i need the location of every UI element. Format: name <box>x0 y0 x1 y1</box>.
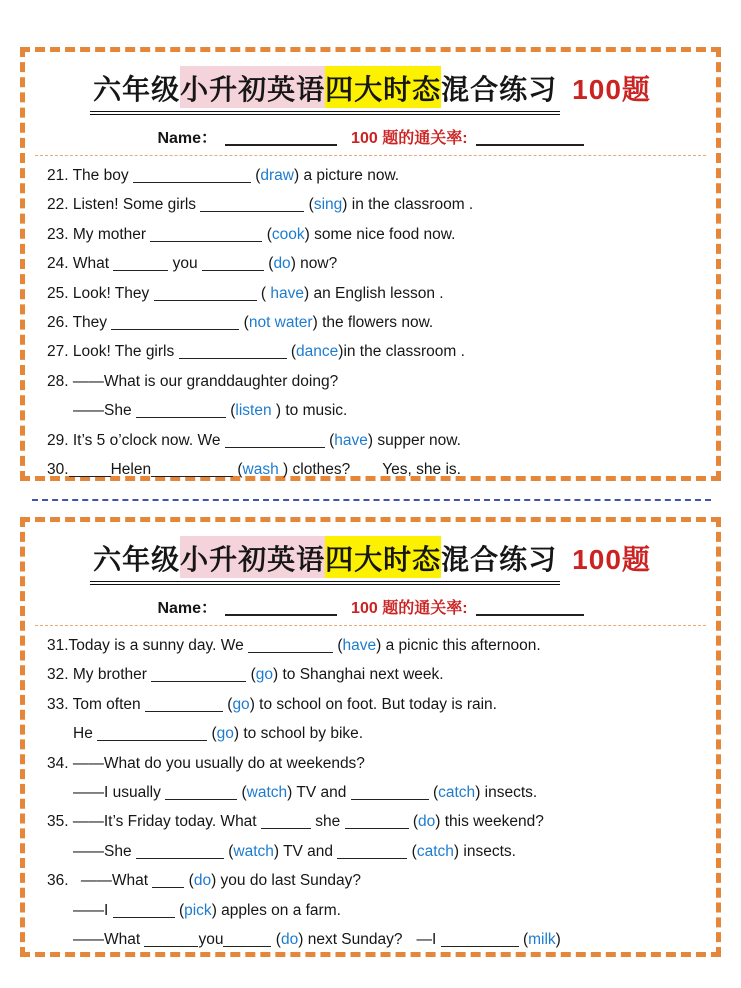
hint-open-paren: ( <box>266 225 272 243</box>
hint-verb-text: dance <box>296 343 339 361</box>
verb-hint <box>412 843 459 860</box>
name-blank <box>225 602 337 616</box>
section-title <box>25 66 716 115</box>
hint-close-paren: ) <box>293 167 300 184</box>
worksheet-section-2 <box>20 517 721 957</box>
hint-open-paren: ( <box>211 725 217 743</box>
question-line <box>47 249 704 278</box>
hint-verb-text: do <box>273 255 291 273</box>
question-text: some nice food now. <box>309 225 456 243</box>
answer-blank <box>261 816 311 829</box>
question-text: TV and <box>279 842 338 860</box>
hint-close-paren: ) <box>303 284 310 302</box>
hint-close-paren: ) <box>211 872 217 890</box>
answer-blank <box>151 669 246 682</box>
answer-blank <box>150 229 262 242</box>
answer-blank <box>133 170 251 183</box>
hint-close-paren: ) <box>338 343 344 361</box>
hint-verb-text: go <box>255 666 273 684</box>
question-line <box>47 690 704 719</box>
question-text: TV and <box>292 783 351 801</box>
hint-close-paren: ) <box>312 313 318 331</box>
hint-close-paren: ) <box>342 196 348 214</box>
question-text: ——What <box>80 872 153 890</box>
question-text: He <box>73 725 98 743</box>
pass-rate-blank <box>476 132 584 146</box>
hint-verb-text: listen <box>235 402 272 420</box>
hint-open-paren: ( <box>255 167 261 184</box>
verb-hint <box>230 402 281 419</box>
hint-verb-text: wash <box>242 460 279 478</box>
question-text: ——I <box>73 901 113 919</box>
question-count-badge: 100题 <box>572 74 651 105</box>
title-segment: 六年级 <box>93 74 181 105</box>
hint-open-paren: ( <box>237 460 243 478</box>
hint-verb-text: have <box>334 431 368 449</box>
hint-verb-text: do <box>418 813 436 831</box>
hint-close-paren: ) <box>271 402 282 420</box>
hint-verb-text: have <box>270 284 304 302</box>
question-line <box>47 837 704 866</box>
title-segment: 六年级 <box>93 544 181 575</box>
worksheet-section-1 <box>20 47 721 481</box>
name-row <box>25 125 716 148</box>
question-text: 25. Look! They <box>47 284 154 302</box>
hint-close-paren: ) <box>435 813 441 831</box>
hint-open-paren: ( <box>227 695 233 713</box>
verb-hint <box>329 432 373 449</box>
hint-open-paren: ( <box>411 842 417 860</box>
question-line <box>47 279 704 308</box>
verb-hint <box>523 931 561 948</box>
answer-blank <box>202 258 264 271</box>
hint-open-paren: ( <box>260 284 271 302</box>
question-line <box>47 161 704 190</box>
hint-open-paren: ( <box>230 402 236 420</box>
hint-open-paren: ( <box>290 343 297 361</box>
hint-close-paren: ) <box>272 666 279 684</box>
hint-open-paren: ( <box>308 196 314 214</box>
question-text: ——She <box>73 842 136 860</box>
hint-open-paren: ( <box>243 313 249 331</box>
answer-blank <box>69 464 111 477</box>
question-text: 27. Look! The girls <box>47 343 179 361</box>
question-text: apples on a farm. <box>216 901 341 919</box>
title-segment: 混合练习 <box>441 74 558 105</box>
answer-blank <box>136 846 224 859</box>
hint-close-paren: ) <box>249 695 255 713</box>
section-title <box>25 536 716 585</box>
answer-blank <box>113 905 175 918</box>
hint-verb-text: watch <box>246 783 288 801</box>
answer-blank <box>97 728 207 741</box>
verb-hint <box>433 784 480 801</box>
question-text: 22. Listen! Some girls <box>47 196 201 214</box>
question-line <box>47 220 704 249</box>
question-count-badge: 100题 <box>572 544 651 575</box>
answer-blank <box>441 934 519 947</box>
answer-blank <box>113 258 168 271</box>
hint-verb-text: milk <box>528 930 556 948</box>
hint-open-paren: ( <box>522 930 529 948</box>
hint-verb-text: sing <box>313 196 343 214</box>
verb-hint <box>267 226 310 243</box>
answer-blank <box>223 934 271 947</box>
question-text: you do last Sunday? <box>216 872 362 890</box>
hint-close-paren: ) <box>453 842 460 860</box>
hint-close-paren: ) <box>211 901 217 919</box>
question-line <box>47 807 704 836</box>
question-text: to music. <box>281 402 348 420</box>
name-label: Name： <box>157 130 218 147</box>
answer-blank <box>225 435 325 448</box>
header-rule <box>35 625 706 626</box>
verb-hint <box>309 196 348 213</box>
hint-open-paren: ( <box>188 872 194 890</box>
answer-blank <box>152 875 184 888</box>
verb-hint <box>261 285 309 302</box>
question-text: supper now. <box>373 431 461 449</box>
hint-open-paren: ( <box>228 842 234 860</box>
hint-close-paren: ) <box>304 225 310 243</box>
question-text: ——What <box>73 930 145 948</box>
question-text: 36. <box>47 872 73 890</box>
hint-open-paren: ( <box>250 666 256 684</box>
hint-verb-text: catch <box>416 842 454 860</box>
question-line <box>47 396 704 425</box>
question-text: you <box>198 930 224 948</box>
question-text: 33. Tom often <box>47 695 145 713</box>
verb-hint <box>255 167 299 184</box>
question-text: now? <box>295 255 338 273</box>
hint-open-paren: ( <box>412 813 419 831</box>
hint-verb-text: catch <box>438 783 476 801</box>
question-line <box>47 660 704 689</box>
question-text: 30. <box>47 460 69 478</box>
hint-verb-text: have <box>342 637 377 654</box>
question-text: ——She <box>73 402 136 420</box>
question-list <box>47 631 704 954</box>
answer-blank <box>337 846 407 859</box>
question-text: this weekend? <box>440 813 544 831</box>
pass-rate-label: 100 题的通关率: <box>351 130 468 147</box>
question-text: 29. It’s 5 o’clock now. We <box>47 431 225 449</box>
answer-blank <box>145 699 223 712</box>
answer-blank <box>151 464 233 477</box>
hint-close-paren: ) <box>555 930 561 948</box>
answer-blank <box>111 317 239 330</box>
answer-blank <box>200 199 304 212</box>
hint-open-paren: ( <box>268 255 274 273</box>
question-line <box>47 631 704 660</box>
answer-blank <box>136 405 226 418</box>
question-line <box>47 455 704 484</box>
question-text: 28. ——What is our granddaughter doing? <box>47 372 339 390</box>
name-blank <box>225 132 337 146</box>
name-row <box>25 595 716 618</box>
hint-close-paren: ) <box>475 783 481 801</box>
hint-close-paren: ) <box>273 842 280 860</box>
hint-open-paren: ( <box>275 930 281 948</box>
question-line <box>47 896 704 925</box>
verb-hint <box>291 343 344 360</box>
question-line <box>47 308 704 337</box>
question-text: 34. ——What do you usually do at weekends? <box>47 754 365 772</box>
hint-verb-text: pick <box>184 901 212 919</box>
verb-hint <box>268 255 296 272</box>
question-text: 21. The boy <box>47 167 133 184</box>
question-text: 26. They <box>47 313 112 331</box>
question-text: to school on foot. But today is rain. <box>254 695 497 713</box>
question-line <box>47 190 704 219</box>
hint-verb-text: not water <box>248 313 313 331</box>
verb-hint <box>179 902 217 919</box>
question-text: next Sunday? <box>303 930 403 948</box>
question-text: to school by bike. <box>239 725 364 743</box>
hint-close-paren: ) <box>367 431 374 449</box>
question-line <box>47 749 704 778</box>
section-divider <box>32 499 711 501</box>
verb-hint <box>227 696 255 713</box>
question-text: a picnic this afternoon. <box>381 637 541 654</box>
answer-blank <box>144 934 198 947</box>
hint-verb-text: do <box>193 872 212 890</box>
hint-close-paren: ) <box>298 930 304 948</box>
question-line <box>47 719 704 748</box>
hint-open-paren: ( <box>241 783 247 801</box>
pass-rate-blank <box>476 602 584 616</box>
hint-verb-text: watch <box>233 842 274 860</box>
verb-hint <box>244 314 318 331</box>
question-text: insects. <box>480 783 538 801</box>
title-segment: 小升初英语 <box>180 536 325 578</box>
question-text: 35. ——It’s Friday today. What <box>47 813 261 831</box>
question-text: the flowers now. <box>317 313 434 331</box>
verb-hint <box>189 872 217 889</box>
header-rule <box>35 155 706 156</box>
question-text: a picture now. <box>299 167 400 184</box>
question-text: 31.Today is a sunny day. We <box>47 637 249 654</box>
hint-open-paren: ( <box>329 431 335 449</box>
question-line <box>47 426 704 455</box>
question-text: in the classroom . <box>347 196 474 214</box>
title-segment: 小升初英语 <box>180 66 325 108</box>
verb-hint <box>241 784 292 801</box>
hint-close-paren: ) <box>233 725 240 743</box>
hint-close-paren: ) <box>290 255 296 273</box>
verb-hint <box>413 813 441 830</box>
title-segment: 混合练习 <box>441 544 558 575</box>
question-text: Helen <box>110 460 152 478</box>
hint-verb-text: do <box>280 930 299 948</box>
title-segment: 四大时态 <box>325 66 441 108</box>
answer-blank <box>154 288 257 301</box>
title-segment: 四大时态 <box>325 536 441 578</box>
hint-open-paren: ( <box>432 783 439 801</box>
hint-verb-text: go <box>232 695 250 713</box>
question-text: clothes? <box>288 460 351 478</box>
hint-close-paren: ) <box>287 783 293 801</box>
question-line <box>47 337 704 366</box>
verb-hint <box>237 461 288 478</box>
answer-blank <box>179 346 287 359</box>
question-text: 24. What <box>47 255 114 273</box>
question-text: Yes, she is. <box>382 460 461 478</box>
question-line <box>47 866 704 895</box>
question-text: —I <box>416 930 441 948</box>
verb-hint <box>337 637 381 654</box>
verb-hint <box>211 725 239 742</box>
verb-hint <box>276 931 304 948</box>
name-label: Name： <box>157 600 218 617</box>
answer-blank <box>345 816 409 829</box>
pass-rate-label: 100 题的通关率: <box>351 600 468 617</box>
section-title-text <box>90 536 560 585</box>
hint-verb-text: cook <box>271 225 305 243</box>
question-line <box>47 925 704 954</box>
answer-blank <box>351 787 429 800</box>
question-text: to Shanghai next week. <box>278 666 444 684</box>
question-text: an English lesson . <box>309 284 444 302</box>
question-text: in the classroom . <box>343 343 465 361</box>
question-list <box>47 161 704 484</box>
verb-hint <box>228 843 279 860</box>
hint-open-paren: ( <box>337 637 343 654</box>
answer-blank <box>165 787 237 800</box>
section-title-text <box>90 66 560 115</box>
question-text: 32. My brother <box>47 666 152 684</box>
hint-open-paren: ( <box>178 901 185 919</box>
hint-close-paren: ) <box>278 460 289 478</box>
question-text: insects. <box>459 842 516 860</box>
question-text: you <box>168 255 202 273</box>
question-text: ——I usually <box>73 783 166 801</box>
question-text: she <box>310 813 345 831</box>
verb-hint <box>251 666 279 683</box>
question-line <box>47 367 704 396</box>
hint-verb-text: draw <box>260 167 294 184</box>
answer-blank <box>248 640 333 653</box>
question-line <box>47 778 704 807</box>
question-text: 23. My mother <box>47 225 151 243</box>
hint-close-paren: ) <box>376 637 382 654</box>
hint-verb-text: go <box>216 725 234 743</box>
